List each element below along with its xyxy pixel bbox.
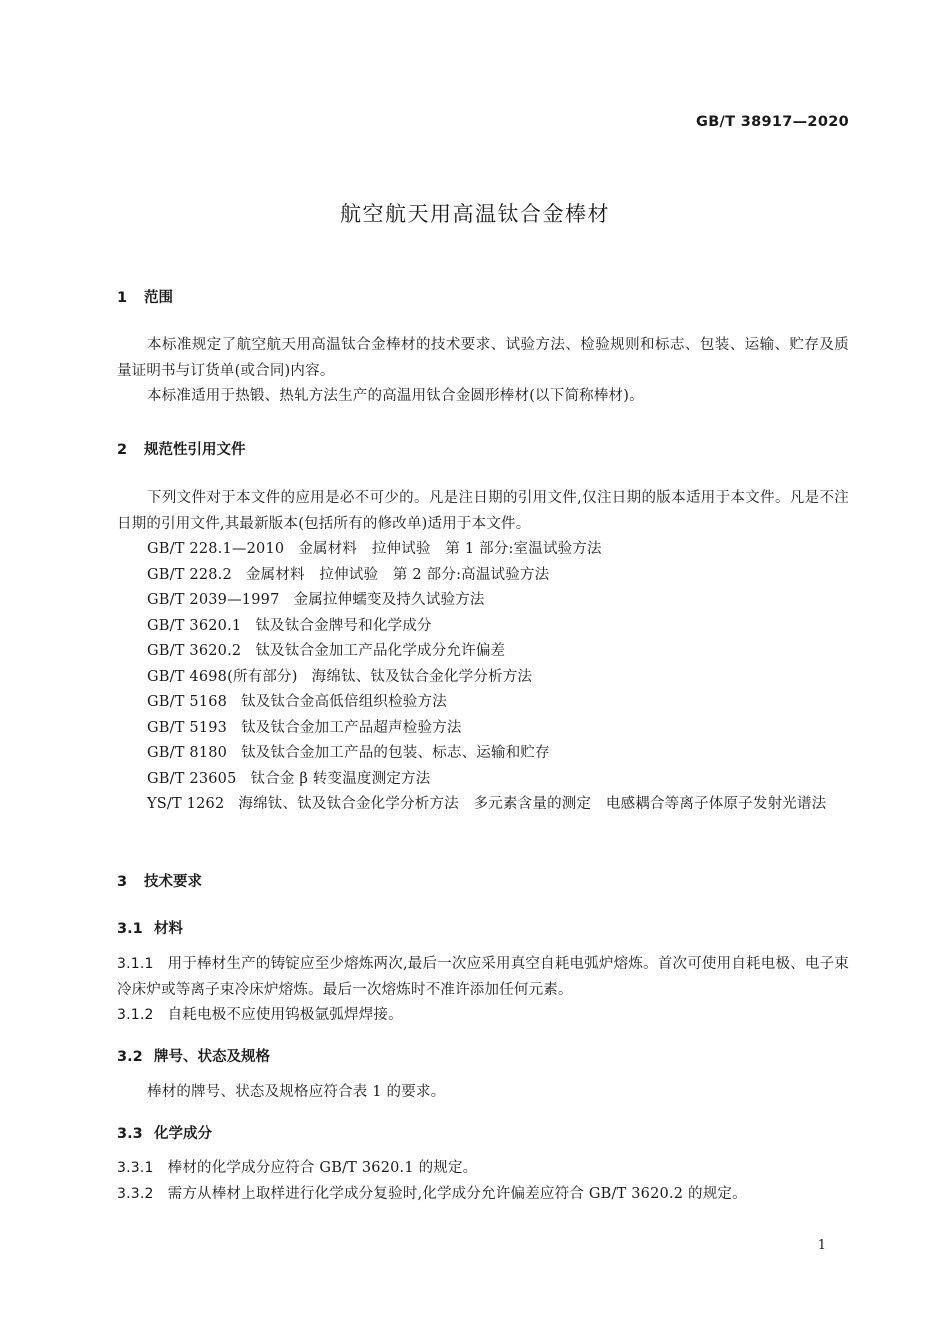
section-2-heading xyxy=(117,438,246,459)
clause-text: 棒材的化学成分应符合 GB/T 3620.1 的规定。 xyxy=(167,1160,478,1176)
scope-paragraph-2: 本标准适用于热锻、热轧方法生产的高温用钛合金圆形棒材(以下简称棒材)。 xyxy=(147,388,644,404)
standard-code: GB/T 38917—2020 xyxy=(696,114,849,130)
subsection-title: 材料 xyxy=(154,921,183,937)
reference-code: GB/T 2039—1997 xyxy=(147,592,280,608)
clause-number: 3.1.2 xyxy=(117,1007,154,1023)
subsection-3-3-heading xyxy=(117,1122,212,1143)
reference-item xyxy=(147,665,849,691)
clause-text: 自耗电极不应使用钨极氩弧焊焊接。 xyxy=(167,1007,403,1023)
subsection-number: 3.1 xyxy=(117,921,143,937)
clause-text: 需方从棒材上取样进行化学成分复验时,化学成分允许偏差应符合 GB/T 3620.2 的规定。 xyxy=(167,1186,747,1202)
reference-item xyxy=(147,563,849,589)
reference-code: GB/T 23605 xyxy=(147,771,237,787)
reference-code: GB/T 4698(所有部分) xyxy=(147,669,298,685)
reference-code: GB/T 5168 xyxy=(147,694,228,710)
reference-item xyxy=(147,588,849,614)
reference-code: GB/T 8180 xyxy=(147,745,228,761)
section-1-heading xyxy=(117,286,173,307)
clause-text: 用于棒材生产的铸锭应至少熔炼两次,最后一次应采用真空自耗电弧炉熔炼。首次可使用自耗电极、电子束冷床炉或等离子束冷床炉熔炼。最后一次熔炼时不准许添加任何元素。 xyxy=(117,956,849,998)
subsection-title: 化学成分 xyxy=(154,1126,212,1142)
reference-title: 金属拉伸蠕变及持久试验方法 xyxy=(293,592,485,608)
reference-item xyxy=(147,639,849,665)
document-title: 航空航天用高温钛合金棒材 xyxy=(340,202,610,226)
subsection-3-2-heading xyxy=(117,1045,270,1066)
reference-title: 钛及钛合金加工产品化学成分允许偏差 xyxy=(255,643,506,659)
clause-number: 3.3.2 xyxy=(117,1186,154,1202)
reference-code: GB/T 228.1—2010 xyxy=(147,541,285,557)
clause-3-3-2 xyxy=(117,1182,849,1208)
reference-title: 海绵钛、钛及钛合金化学分析方法 xyxy=(311,669,533,685)
clause-number: 3.1.1 xyxy=(117,956,154,972)
scope-paragraph-1: 本标准规定了航空航天用高温钛合金棒材的技术要求、试验方法、检验规则和标志、包装、运输、贮存及质量证明书与订货单(或合同)内容。 xyxy=(117,337,849,379)
reference-item xyxy=(147,741,849,767)
reference-code: GB/T 3620.2 xyxy=(147,643,242,659)
subsection-title: 牌号、状态及规格 xyxy=(154,1049,270,1065)
section-title: 范围 xyxy=(144,290,173,306)
subsection-number: 3.3 xyxy=(117,1126,143,1142)
reference-title: 钛及钛合金高低倍组织检验方法 xyxy=(241,694,447,710)
reference-title: 金属材料 拉伸试验 第 1 部分:室温试验方法 xyxy=(298,541,602,557)
reference-code: GB/T 3620.1 xyxy=(147,618,242,634)
reference-item xyxy=(147,767,849,793)
reference-title: 钛及钛合金加工产品的包装、标志、运输和贮存 xyxy=(241,745,550,761)
reference-title: 海绵钛、钛及钛合金化学分析方法 多元素含量的测定 电感耦合等离子体原子发射光谱法 xyxy=(238,796,827,812)
section-number: 1 xyxy=(117,290,128,306)
section-3-heading xyxy=(117,870,202,891)
references-intro: 下列文件对于本文件的应用是必不可少的。凡是注日期的引用文件,仅注日期的版本适用于本文件。凡是不注日期的引用文件,其最新版本(包括所有的修改单)适用于本文件。 xyxy=(117,490,849,532)
reference-item xyxy=(147,537,849,563)
section-title: 规范性引用文件 xyxy=(144,442,246,458)
reference-code: YS/T 1262 xyxy=(147,796,225,812)
reference-title: 钛及钛合金牌号和化学成分 xyxy=(255,618,432,634)
page-number: 1 xyxy=(817,1238,826,1253)
clause-3-1-2 xyxy=(117,1003,849,1029)
reference-title: 钛及钛合金加工产品超声检验方法 xyxy=(241,720,462,736)
clause-3-3-1 xyxy=(117,1156,849,1182)
section-title: 技术要求 xyxy=(144,874,202,890)
section-number: 2 xyxy=(117,442,128,458)
section-number: 3 xyxy=(117,874,128,890)
reference-code: GB/T 5193 xyxy=(147,720,228,736)
clause-3-1-1 xyxy=(117,952,849,1003)
reference-item xyxy=(117,792,849,818)
reference-item xyxy=(147,614,849,640)
reference-title: 钛合金 β 转变温度测定方法 xyxy=(250,771,431,787)
subsection-3-2-text: 棒材的牌号、状态及规格应符合表 1 的要求。 xyxy=(147,1084,446,1100)
clause-number: 3.3.1 xyxy=(117,1160,154,1176)
reference-item xyxy=(147,716,849,742)
reference-item xyxy=(147,690,849,716)
subsection-3-1-heading xyxy=(117,917,183,938)
reference-code: GB/T 228.2 xyxy=(147,567,232,583)
subsection-number: 3.2 xyxy=(117,1049,143,1065)
reference-title: 金属材料 拉伸试验 第 2 部分:高温试验方法 xyxy=(245,567,550,583)
